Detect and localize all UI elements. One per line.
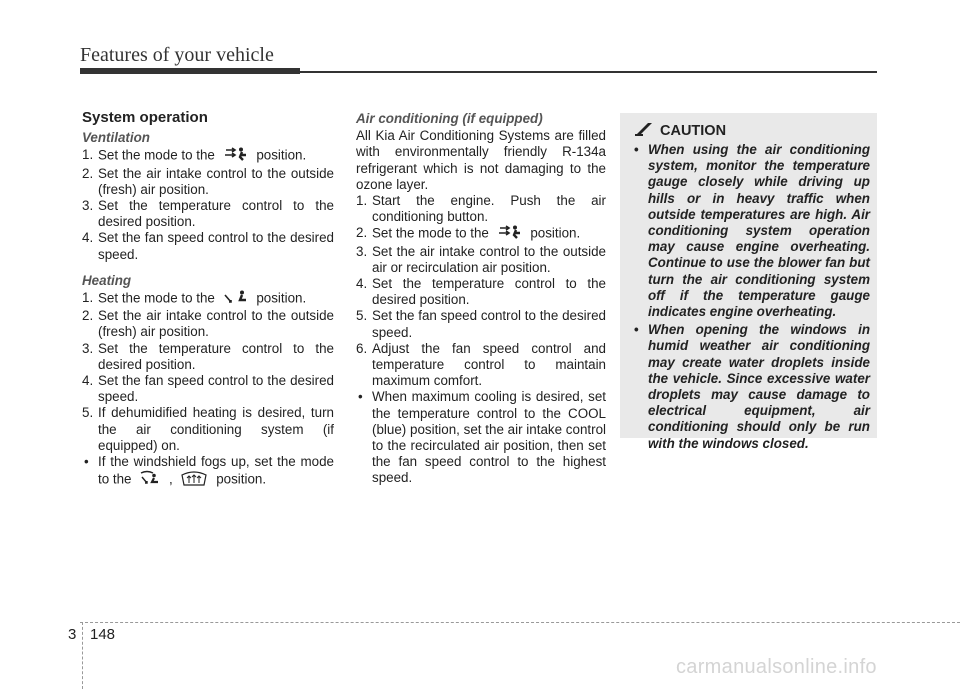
ac-step-5: 5. Set the fan speed control to the desired speed. [356,308,606,340]
defrost-mode-icon [180,470,208,490]
column-left [82,110,334,490]
ventilation-step-2: 2. Set the air intake control to the outside (fresh) air position. [82,165,334,197]
ventilation-heading: Ventilation [82,130,150,146]
caution-box [620,113,877,451]
ventilation-step-4: 4. Set the fan speed control to the desired speed. [82,230,334,262]
heating-step-1: 1. Set the mode to the position. [82,290,334,308]
column-middle [356,110,606,487]
caution-body [632,142,870,454]
heating-windshield-bullet: • If the windshield fogs up, set the mode to the , position. [82,454,334,490]
heating-step-4: 4. Set the fan speed control to the desired speed. [82,373,334,405]
heating-heading: Heating [82,272,132,288]
footer-divider [82,622,83,689]
face-vent-mode-icon [223,147,249,165]
air-conditioning-heading: Air conditioning (if equipped) [356,111,543,126]
page-number: 148 [90,626,116,643]
caution-pencil-icon [634,122,654,140]
ac-step-4: 4. Set the temperature control to the desired position. [356,276,606,308]
air-conditioning-intro: All Kia Air Conditioning Systems are filled with environmentally friendly R-134a refrigerant which is not damaging to the ozone layer. [356,128,606,192]
caution-item-overheating: • When using the air conditioning system, monitor the temperature gauge closely while driving up hills or in heavy traffic when outside temperatures are high. Air conditioning system operation may cause engine overheating. Continue to use the blower fan but turn the air conditioning system off if the temperature gauge indicates engine overheating. [632,142,870,320]
watermark: carmanualsonline.info [676,656,877,678]
header-rule [80,71,877,73]
caution-title: CAUTION [660,123,727,139]
system-operation-heading: System operation [82,109,208,126]
ventilation-step-1: 1. Set the mode to the position. [82,147,334,165]
ventilation-step-3: 3. Set the temperature control to the desired position. [82,198,334,230]
ac-step-2: 2. Set the mode to the position. [356,225,606,243]
heating-step-3: 3. Set the temperature control to the desired position. [82,340,334,372]
caution-heading [634,122,726,140]
chapter-number: 3 [68,626,77,643]
page-section-title: Features of your vehicle [80,44,274,66]
ac-max-cooling-bullet: • When maximum cooling is desired, set the temperature control to the COOL (blue) position, set the air intake control to the recirculated air position, then set the fan speed control to the highest speed. [356,389,606,486]
floor-defrost-mode-icon [139,470,161,490]
heating-step-5: 5. If dehumidified heating is desired, turn the air conditioning system (if equipped) on. [82,405,334,453]
ac-step-3: 3. Set the air intake control to the outside air or recirculation air position. [356,243,606,275]
face-vent-mode-icon [497,225,523,243]
footer-rule [80,622,960,623]
caution-item-windows: • When opening the windows in humid weather air conditioning may create water droplets inside the vehicle. Since excessive water droplets may cause damage to electrical equipment, air conditioning should only be run with the windows closed. [632,322,870,452]
ac-step-1: 1. Start the engine. Push the air conditioning button. [356,193,606,225]
ac-step-6: 6. Adjust the fan speed control and temperature control to maintain maximum comfort. [356,340,606,389]
heating-step-2: 2. Set the air intake control to the outside (fresh) air position. [82,308,334,340]
floor-mode-icon [223,290,249,308]
